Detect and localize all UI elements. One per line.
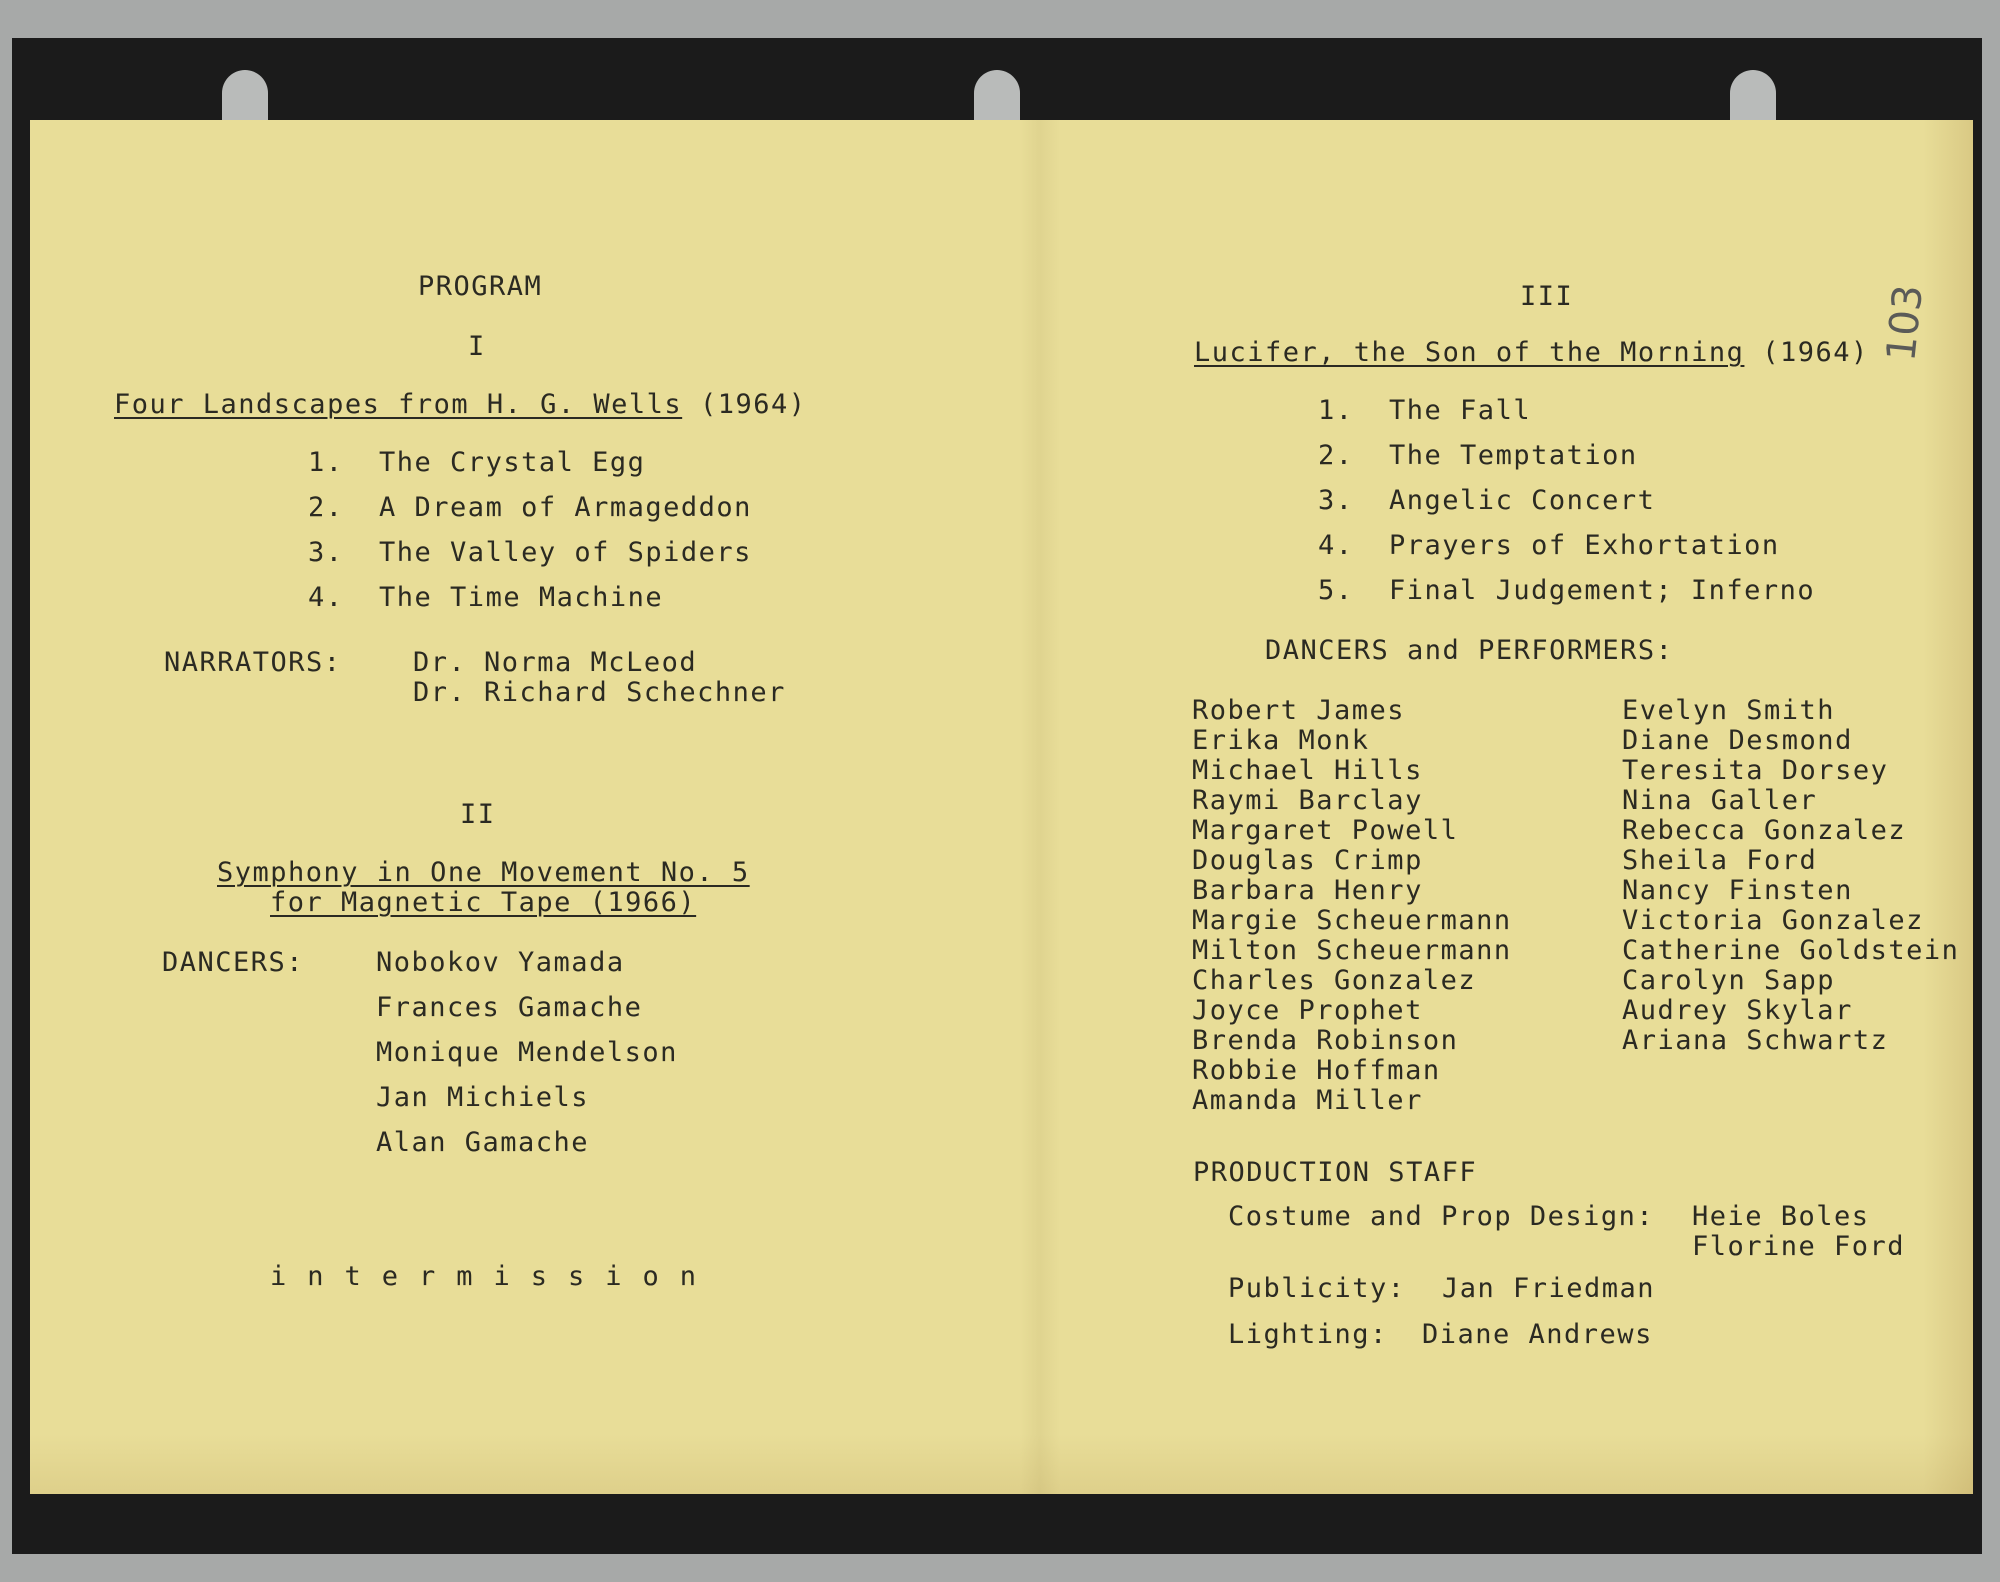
program-sheet bbox=[30, 120, 1973, 1494]
lighting-label: Lighting: bbox=[1228, 1319, 1388, 1350]
costume-label: Costume and Prop Design: bbox=[1228, 1201, 1655, 1232]
movement-item: 5. Final Judgement; Inferno bbox=[1318, 575, 1816, 606]
performer-name: Victoria Gonzalez bbox=[1622, 905, 1924, 936]
performer-name: Joyce Prophet bbox=[1192, 995, 1423, 1026]
performer-name: Michael Hills bbox=[1192, 755, 1423, 786]
narrators-list bbox=[413, 648, 786, 708]
dancer-name: Frances Gamache bbox=[376, 992, 643, 1023]
performer-name: Carolyn Sapp bbox=[1622, 965, 1836, 996]
staff-name: Heie Boles bbox=[1692, 1201, 1870, 1232]
performer-name: Raymi Barclay bbox=[1192, 785, 1423, 816]
movement-item: 1. The Fall bbox=[1318, 395, 1532, 426]
staff-name: Florine Ford bbox=[1692, 1231, 1906, 1262]
work-subtitle: for Magnetic Tape (1966) bbox=[270, 887, 697, 918]
performer-name: Nancy Finsten bbox=[1622, 875, 1853, 906]
performer-name: Ariana Schwartz bbox=[1622, 1025, 1889, 1056]
narrators-label: NARRATORS: bbox=[164, 647, 342, 678]
dancer-name: Nobokov Yamada bbox=[376, 947, 625, 978]
performer-name: Catherine Goldstein bbox=[1622, 935, 1960, 966]
performers-heading: DANCERS and PERFORMERS: bbox=[1265, 635, 1674, 666]
performers-column-2 bbox=[1622, 696, 1959, 1056]
performer-name: Nina Galler bbox=[1622, 785, 1818, 816]
performer-name: Charles Gonzalez bbox=[1192, 965, 1477, 996]
performer-name: Brenda Robinson bbox=[1192, 1025, 1459, 1056]
staff-name: Jan Friedman bbox=[1442, 1273, 1656, 1304]
movement-item: 2. A Dream of Armageddon bbox=[308, 492, 752, 523]
movement-item: 2. The Temptation bbox=[1318, 440, 1638, 471]
performer-name: Amanda Miller bbox=[1192, 1085, 1423, 1116]
handwritten-page-number: 103 bbox=[1877, 282, 1932, 364]
performer-name: Robert James bbox=[1192, 695, 1406, 726]
movement-item: 3. The Valley of Spiders bbox=[308, 537, 752, 568]
part-numeral: III bbox=[1520, 281, 1574, 312]
publicity-label: Publicity: bbox=[1228, 1273, 1406, 1304]
performer-name: Margie Scheuermann bbox=[1192, 905, 1512, 936]
narrator-name: Dr. Richard Schechner bbox=[413, 677, 786, 708]
dancers-label: DANCERS: bbox=[162, 947, 305, 978]
performer-name: Robbie Hoffman bbox=[1192, 1055, 1441, 1086]
performer-name: Erika Monk bbox=[1192, 725, 1370, 756]
performer-name: Diane Desmond bbox=[1622, 725, 1853, 756]
staff-name: Diane Andrews bbox=[1422, 1319, 1653, 1350]
performer-name: Sheila Ford bbox=[1622, 845, 1818, 876]
movement-item: 1. The Crystal Egg bbox=[308, 447, 646, 478]
dancer-name: Monique Mendelson bbox=[376, 1037, 678, 1068]
dancers-list bbox=[376, 948, 678, 1173]
movement-item: 3. Angelic Concert bbox=[1318, 485, 1656, 516]
movement-item: 4. Prayers of Exhortation bbox=[1318, 530, 1780, 561]
movement-list bbox=[1318, 396, 1815, 621]
work-title: Lucifer, the Son of the Morning (1964) bbox=[1194, 337, 1869, 368]
performer-name: Barbara Henry bbox=[1192, 875, 1423, 906]
movement-list bbox=[308, 448, 752, 628]
performers-column-1 bbox=[1192, 696, 1512, 1116]
work-title: Four Landscapes from H. G. Wells (1964) bbox=[114, 389, 807, 420]
part-numeral: I bbox=[468, 331, 486, 362]
narrator-name: Dr. Norma McLeod bbox=[413, 647, 698, 678]
performer-name: Rebecca Gonzalez bbox=[1622, 815, 1907, 846]
performer-name: Teresita Dorsey bbox=[1622, 755, 1889, 786]
production-staff-heading: PRODUCTION STAFF bbox=[1193, 1157, 1478, 1188]
part-numeral: II bbox=[460, 799, 496, 830]
performer-name: Evelyn Smith bbox=[1622, 695, 1836, 726]
work-title: Symphony in One Movement No. 5 bbox=[217, 857, 750, 888]
performer-name: Audrey Skylar bbox=[1622, 995, 1853, 1026]
performer-name: Douglas Crimp bbox=[1192, 845, 1423, 876]
performer-name: Milton Scheuermann bbox=[1192, 935, 1512, 966]
intermission-label: intermission bbox=[270, 1261, 718, 1292]
dancer-name: Jan Michiels bbox=[376, 1082, 590, 1113]
program-heading: PROGRAM bbox=[418, 271, 543, 302]
performer-name: Margaret Powell bbox=[1192, 815, 1459, 846]
movement-item: 4. The Time Machine bbox=[308, 582, 664, 613]
costume-names bbox=[1692, 1202, 1905, 1262]
dancer-name: Alan Gamache bbox=[376, 1127, 590, 1158]
